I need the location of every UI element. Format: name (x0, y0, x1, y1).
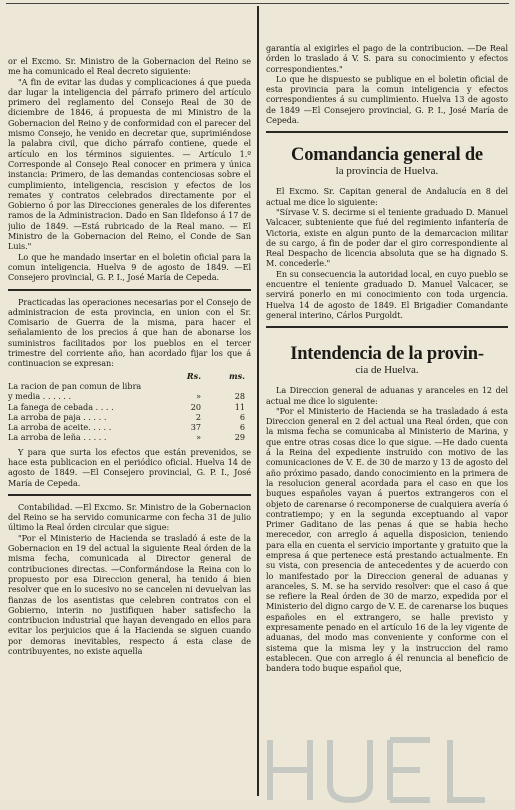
item-cell: y media . . . . . . (8, 391, 72, 402)
prices-intro: Practicadas las operaciones necesarias por el Consejo de administracion de esta provincia, en union con el Sr. Comisario de Guerra de la misma, para hacer el señalamiento de los precios á que han de abonarse los suministros facilitados por los pueblos en el tercer trimestre del corriente año, han acordado fijar los que á continuacion se expresan: (8, 296, 251, 369)
comandancia-intro: El Excmo. Sr. Capitan general de Andalucía en 8 del actual me dice lo siguiente: (266, 186, 508, 207)
right-column (266, 0, 508, 800)
comandancia-subheading: la provincia de Huelva. (335, 165, 439, 178)
prices-publication: Y para que surta los efectos que están prevenidos, se hace esta publicacion en el periódico oficial. Huelva 14 de agosto de 1849. —El Consejero provincial, G. P. I., José María de Cepeda. (8, 446, 251, 488)
item-cell: La racion de pan comun de libra (8, 380, 142, 391)
comandancia-heading: Comandancia general de (291, 145, 483, 166)
item-cell: La arroba de aceite. . . . . (8, 422, 112, 433)
ms-cell: 6 (239, 422, 245, 433)
rs-cell: » (196, 432, 202, 443)
ms-cell: 28 (234, 391, 245, 402)
column-divider (257, 6, 259, 796)
contabilidad-intro: Contabilidad. —El Excmo. Sr. Ministro de la Gobernacion del Reino se ha servido comunicarme con fecha 31 de julio último la Real órden circular que sigue: (8, 501, 251, 533)
contabilidad-publication: Lo que he dispuesto se publique en el boletin oficial de esta provincia para la comun inteligencia y efectos correspondientes á su cumplimiento. Huelva 13 de agosto de 1849 —El Consejero provincial, G. P. I., José María de Cepeda. (266, 73, 508, 126)
table-row (8, 432, 251, 442)
comandancia-text: "Sírvase V. S. decirme si el teniente graduado D. Manuel Valcacer, subteniente que fué del regimiento infantería de Victoria, existe en algun punto de la demarcacion militar de su cargo, á fin de poder dar el giro correspondiente al Real Despacho de licencia absoluta que se ha dignado S. M. concederle." (266, 206, 508, 269)
table-row (8, 381, 251, 391)
contabilidad-text: "Por el Ministerio de Hacienda se trasladó á este de la Gobernacion en 19 del actual la siguiente Real órden de la misma fecha, comunicada al Director general de contribuciones directas. —Conformándose la Reina con lo propuesto por esa Direccion general, ha tenido á bien resolver que en lo sucesivo no se cancelen ni devuelvan las fianzas de los asentistas que celebren contratos con el Gobierno, interin no justifiquen haber satisfecho la contribucion industrial que hayan devengado en ellos para evitar los perjuicios que á la Hacienda se siguen cuando por demoras inevitables, respecto á esta clase de contribuyentes, no existe aquella (8, 532, 251, 657)
table-row (8, 422, 251, 432)
table-row (8, 412, 251, 422)
intendencia-subheading: cia de Huelva. (355, 364, 419, 377)
decree-text: "A fin de evitar las dudas y complicaciones á que pueda dar lugar la inteligencia del párrafo primero del artículo primero del reglamento del Consejo Real de 30 de diciembre de 1846, á propuesta de mi Ministro de la Gobernacion del Reino y de conformidad con el parecer del mismo Consejo, he venido en decretar que, suprimiéndose la palabra civil, que dicho párrafo contiene, quede el artículo en los términos siguientes. — Artículo 1.º Corresponde al Consejo Real conocer en primera y única instancia: Primero, de las demandas contenciosas sobre el cumplimiento, inteligencia, rescision y efectos de los remates y contratos celebrados directamente por el Gobierno ó por las Direcciones generales de los diferentes ramos de la Administracion. Dado en San Ildefonso á 17 de julio de 1849. —Está rubricado de la Real mano. — El Ministro de la Gobernacion del Reino, el Conde de San Luis." (8, 76, 251, 252)
item-cell: La arroba de paja . . . . . (8, 411, 107, 422)
intendencia-text: "Por el Ministerio de Hacienda se ha trasladado á esta Direccion general en 2 del actual una Real órden, que con la misma fecha se comunicaba al Ministerio de Marina, y que entre otras cosas dice lo que sigue. —He dado cuenta á la Reina del expediente instruido con motivo de las comunicaciones de V. E. de 30 de marzo y 13 de agosto del año próximo pasado, dando conocimiento en la primera de la resolucion general acordada para el caso en que los buques españoles vayan á puertos extrangeros con el objeto de carenarse ó recomponerse de cualquiera avería ó contratiempo; y en la segunda exceptuando al vapor Primer Gaditano de las penas á que se habia hecho merecedor, con arreglo á aquella disposicion, teniendo para ella en cuenta el servicio importante y gratuito que la empresa á que pertenece está prestando actualmente. En su vista, con presencia de antecedentes y de acuerdo con lo manifestado por la Direccion general de aduanas y aranceles, S. M. se ha servido resolver: que el caso á que se refiere la Real órden de 30 de marzo, expedida por el Ministerio del digno cargo de V. E. de carenarse los buques españoles en el extrangero, se halle previsto y expresamente penado en el artículo 16 de la ley vigente de aduanas, del modo mas conveniente y conforme con el sistema que la misma ley y la instruccion del ramo establecen. Que con arreglo á él renuncia al beneficio de bandera todo buque español que, (266, 405, 508, 674)
item-cell: La arroba de leña . . . . . (8, 432, 107, 443)
section-rule (8, 494, 251, 496)
rs-cell: 2 (195, 411, 202, 422)
ms-cell: 6 (239, 411, 245, 422)
section-rule (8, 289, 251, 291)
ms-cell: 29 (234, 432, 245, 443)
table-row (8, 402, 251, 412)
column-header-rs: Rs. (186, 370, 202, 381)
left-column (8, 0, 251, 800)
continued-text: garantía al exigirles el pago de la contribucion. —De Real órden lo traslado á V. S. para su conocimiento y efectos correspondientes." (266, 43, 508, 74)
rs-cell: 20 (190, 401, 202, 412)
rs-cell (167, 381, 201, 391)
decree-intro: or el Excmo. Sr. Ministro de la Gobernacion del Reino se me ha comunicado el Real decreto siguiente: (8, 56, 251, 77)
comandancia-publication: En su consecuencia la autoridad local, en cuyo pueblo se encuentre el teniente graduado D. Manuel Valcacer, se servirá ponerlo en mi conocimiento con toda urgencia. Huelva 14 de agosto de 1849. El Brigadier Comandante general interino, Cárlos Purgoldt. (266, 268, 508, 320)
ms-cell (201, 381, 251, 391)
section-rule (266, 131, 508, 133)
table-row (8, 391, 251, 401)
ms-cell: 11 (234, 401, 245, 412)
rs-cell: » (196, 391, 202, 402)
column-header-ms: ms. (229, 370, 245, 381)
rs-cell: 37 (190, 422, 202, 433)
intendencia-intro: La Direccion general de aduanas y aranceles en 12 del actual me dice lo siguiente: (266, 385, 508, 406)
intendencia-heading: Intendencia de la provin- (290, 344, 484, 365)
price-table-header (8, 371, 251, 381)
price-table (8, 371, 251, 443)
decree-publication: Lo que he mandado insertar en el boletin oficial para la comun inteligencia. Huelva 9 de agosto de 1849. —El Consejero provincial, G. P. I., José María de Cepeda. (8, 251, 251, 283)
item-cell: La fanega de cebada . . . . (8, 401, 114, 412)
section-rule (266, 326, 508, 328)
